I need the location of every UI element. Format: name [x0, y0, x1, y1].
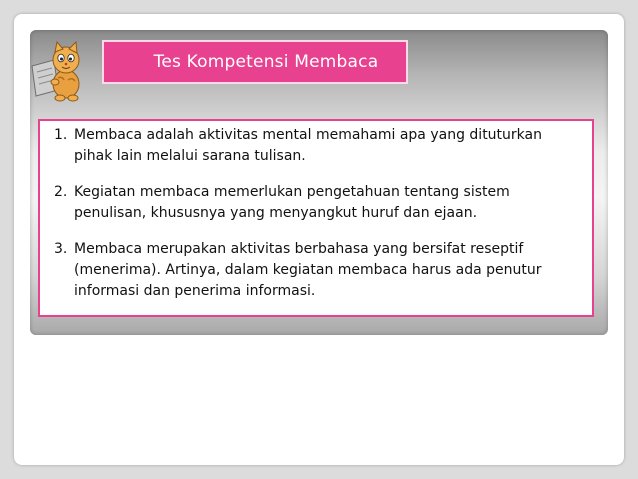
list-item-text: Membaca adalah aktivitas mental memahami apa yang dituturkan pihak lain melalui sarana tulisan. [74, 127, 542, 164]
content-list [40, 121, 592, 302]
list-item [54, 125, 584, 167]
list-item-text: Membaca merupakan aktivitas berbahasa yang bersifat reseptif (menerima). Artinya, dalam kegiatan membaca harus ada penutur informasi dan penerima informasi. [74, 241, 542, 299]
list-item-number: 3. [54, 241, 68, 257]
content-box [38, 119, 594, 317]
list-item-text: Kegiatan membaca memerlukan pengetahuan tentang sistem penulisan, khususnya yang menyangkut huruf dan ejaan. [74, 184, 510, 221]
list-item-number: 2. [54, 184, 68, 200]
cat-mascot-icon [28, 40, 90, 102]
slide-title: Tes Kompetensi Membaca [153, 52, 379, 72]
title-box [102, 40, 408, 84]
list-item [54, 239, 584, 302]
list-item-number: 1. [54, 127, 68, 143]
list-item [54, 182, 584, 224]
